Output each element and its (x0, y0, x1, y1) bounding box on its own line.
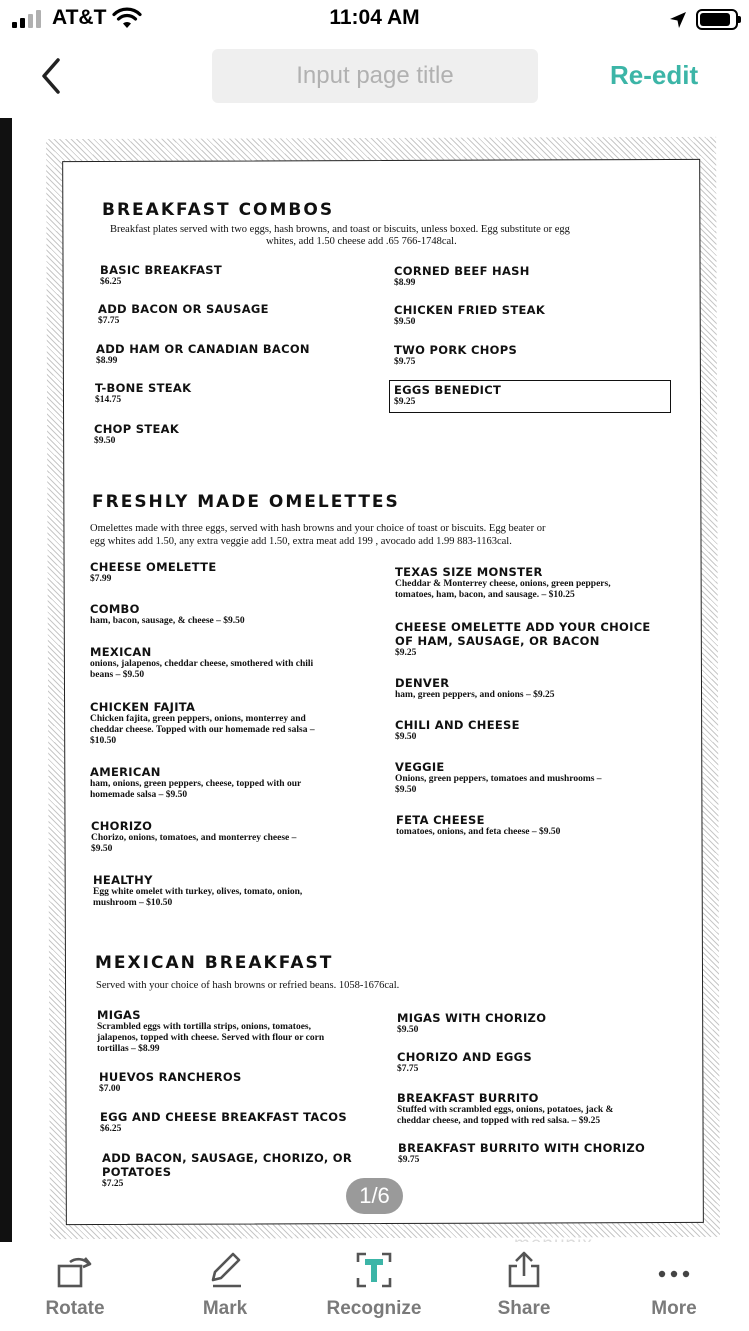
back-chevron-icon[interactable] (34, 54, 70, 98)
share-button[interactable] (454, 1242, 594, 1331)
menu-item: COMBO ham, bacon, sausage, & cheese – $9.50 (90, 602, 245, 626)
menu-item: BREAKFAST BURRITO WITH CHORIZO $9.75 (398, 1141, 646, 1165)
rotate-label: Rotate (45, 1298, 105, 1319)
section-description: Breakfast plates served with two eggs, hash browns, and toast or biscuits, unless boxed. Egg substitute or egg (110, 224, 570, 235)
carrier-label: AT&T (52, 6, 107, 29)
menu-item: MEXICAN onions, jalapenos, cheddar cheese, smothered with chili beans – $9.50 (90, 645, 314, 680)
section-description: whites, add 1.50 cheese add .65 766-1748cal. (266, 236, 457, 247)
rotate-icon (55, 1250, 95, 1290)
section-description: Served with your choice of hash browns or refried beans. 1058-1676cal. (96, 980, 400, 991)
section-description: egg whites add 1.50, any extra veggie add 1.50, extra meat add 199 , avocado add 1.99 883-1163cal. (90, 536, 512, 547)
share-label: Share (497, 1298, 551, 1319)
mark-label: Mark (202, 1298, 248, 1319)
menu-item: VEGGIE Onions, green peppers, tomatoes and mushrooms – $9.50 (395, 760, 602, 795)
menu-item: HUEVOS RANCHEROS $7.00 (99, 1070, 242, 1094)
menu-item: DENVER ham, green peppers, and onions – $9.25 (395, 676, 555, 700)
menu-item: TWO PORK CHOPS $9.75 (394, 343, 518, 367)
rotate-button[interactable] (5, 1242, 145, 1331)
menu-item: ADD BACON, SAUSAGE, CHORIZO, OR POTATOES $7.25 (102, 1151, 353, 1189)
clock: 11:04 AM (329, 6, 420, 29)
menu-item: CHICKEN FAJITA Chicken fajita, green peppers, onions, monterrey and cheddar cheese. Topped with our homemade red salsa – $10.50 (90, 700, 315, 746)
more-label: More (651, 1298, 697, 1319)
menu-item: CHILI AND CHEESE $9.50 (395, 718, 520, 742)
menu-item: CHEESE OMELETTE ADD YOUR CHOICE OF HAM, SAUSAGE, OR BACON $9.25 (395, 620, 651, 658)
menu-item: CHEESE OMELETTE $7.99 (90, 560, 217, 584)
menu-item: ADD BACON OR SAUSAGE $7.75 (98, 302, 269, 326)
recognize-button[interactable] (304, 1242, 444, 1331)
menu-item: ADD HAM OR CANADIAN BACON $8.99 (96, 342, 310, 366)
scanned-page-image[interactable] (0, 118, 749, 1242)
menu-item: HEALTHY Egg white omelet with turkey, olives, tomato, onion, mushroom – $10.50 (93, 873, 303, 908)
menu-item: CHICKEN FRIED STEAK $9.50 (394, 303, 546, 327)
section-title: BREAKFAST COMBOS (102, 200, 335, 220)
location-arrow-icon (668, 10, 688, 30)
bottom-toolbar (0, 1242, 749, 1331)
section-title: MEXICAN BREAKFAST (95, 953, 334, 973)
menu-item: CHORIZO Chorizo, onions, tomatoes, and monterrey cheese – $9.50 (91, 819, 297, 854)
menu-item: FETA CHEESE tomatoes, onions, and feta cheese – $9.50 (396, 813, 561, 837)
re-edit-button[interactable]: Re-edit (610, 60, 699, 90)
menu-item: AMERICAN ham, onions, green peppers, cheese, topped with our homemade salsa – $9.50 (90, 765, 302, 800)
menu-item: BASIC BREAKFAST $6.25 (100, 263, 223, 287)
menu-item-boxed: EGGS BENEDICT $9.25 (389, 380, 671, 413)
menu-item: MIGAS Scrambled eggs with tortilla strips, onions, tomatoes, jalapenos, topped with cheese. Served with flour or corn tortillas – $8.99 (97, 1008, 325, 1054)
page-title-input[interactable] (212, 49, 538, 103)
mark-button[interactable] (155, 1242, 295, 1331)
menu-item: CHORIZO AND EGGS $7.75 (397, 1050, 532, 1074)
recognize-label: Recognize (326, 1298, 422, 1319)
page-indicator: 1/6 (346, 1178, 403, 1214)
more-button[interactable] (604, 1242, 744, 1331)
menu-item: EGG AND CHEESE BREAKFAST TACOS $6.25 (100, 1110, 347, 1134)
menu-item: T-BONE STEAK $14.75 (95, 381, 192, 405)
more-dots-icon (654, 1250, 694, 1290)
text-recognize-icon (354, 1250, 394, 1290)
status-bar (0, 0, 749, 38)
menu-item: BREAKFAST BURRITO Stuffed with scrambled eggs, onions, potatoes, jack & cheddar cheese, and topped with red salsa. – $9.25 (397, 1091, 614, 1126)
battery-icon (696, 9, 738, 30)
menu-content (0, 118, 749, 1242)
menu-item: TEXAS SIZE MONSTER Cheddar & Monterrey cheese, onions, green peppers, tomatoes, ham, bacon, and sausage. – $10.25 (395, 565, 611, 600)
section-title: FRESHLY MADE OMELETTES (92, 492, 400, 512)
menu-item: MIGAS WITH CHORIZO $9.50 (397, 1011, 547, 1035)
pen-icon (205, 1250, 245, 1290)
section-description: Omelettes made with three eggs, served with hash browns and your choice of toast or biscuits. Egg beater or (90, 523, 546, 534)
nav-bar (0, 40, 749, 114)
share-icon (504, 1250, 544, 1290)
menu-item: CORNED BEEF HASH $8.99 (394, 264, 530, 288)
menu-item: CHOP STEAK $9.50 (94, 422, 180, 446)
